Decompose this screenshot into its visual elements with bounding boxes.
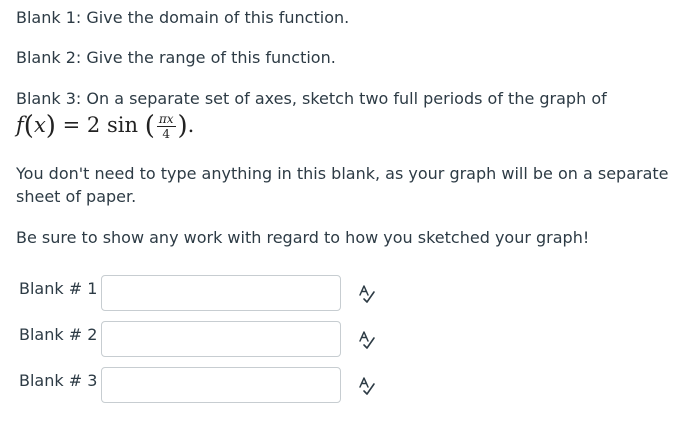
note-line-2: sheet of paper. bbox=[16, 187, 137, 206]
formula-coefficient: 2 bbox=[86, 113, 101, 137]
spellcheck-icon[interactable] bbox=[357, 376, 377, 396]
formula-f: f bbox=[16, 113, 24, 137]
work-note: Be sure to show any work with regard to how you sketched your graph! bbox=[16, 228, 590, 247]
formula-func: sin bbox=[106, 113, 139, 137]
blank-3-input[interactable] bbox=[101, 367, 341, 403]
blank-1-input[interactable] bbox=[101, 275, 341, 311]
blank-1-label: Blank # 1 bbox=[19, 279, 98, 298]
blank2-instruction: Blank 2: Give the range of this function. bbox=[16, 48, 336, 67]
formula-numerator: πx bbox=[158, 112, 174, 126]
blank-3-label: Blank # 3 bbox=[19, 371, 98, 390]
blank-row-3 bbox=[0, 367, 681, 407]
formula-fraction bbox=[157, 113, 176, 140]
formula-x: x bbox=[33, 113, 46, 137]
spellcheck-icon[interactable] bbox=[357, 330, 377, 350]
blank-row-2 bbox=[0, 321, 681, 361]
blank3-instruction: Blank 3: On a separate set of axes, sketch two full periods of the graph of bbox=[16, 89, 607, 108]
note-line-1: You don't need to type anything in this blank, as your graph will be on a separate bbox=[16, 164, 669, 183]
blank1-instruction: Blank 1: Give the domain of this function. bbox=[16, 8, 350, 27]
blank-2-input[interactable] bbox=[101, 321, 341, 357]
blank-2-label: Blank # 2 bbox=[19, 325, 98, 344]
function-formula: f(x) = 2 sin ( $\frac{\pi x}{4}$ ). bbox=[16, 111, 195, 141]
blank-row-1 bbox=[0, 275, 681, 315]
formula-equals: = bbox=[62, 113, 81, 137]
spellcheck-icon[interactable] bbox=[357, 284, 377, 304]
formula-denominator: 4 bbox=[162, 127, 170, 141]
